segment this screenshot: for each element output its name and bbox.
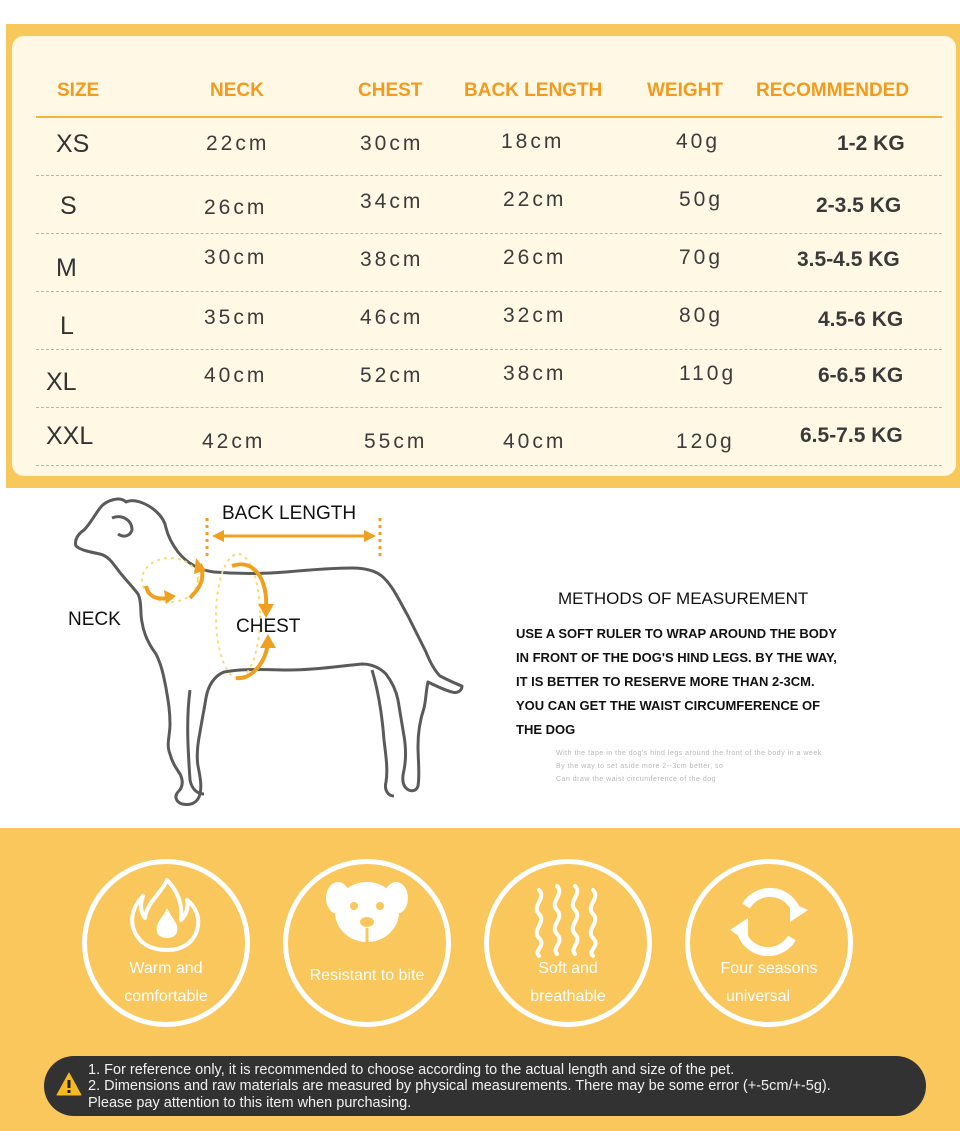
cell-neck: 35cm — [204, 306, 268, 329]
feature-warm — [82, 859, 250, 1027]
cell-chest: 30cm — [360, 132, 424, 155]
size-table-frame — [6, 24, 960, 488]
measurement-method-title: METHODS OF MEASUREMENT — [558, 589, 809, 608]
cell-back-length: 40cm — [503, 430, 567, 453]
measurement-instruction: YOU CAN GET THE WAIST CIRCUMFERENCE OF — [516, 698, 821, 713]
cell-recommended: 6-6.5 KG — [818, 364, 904, 387]
table-row — [12, 176, 956, 234]
cell-recommended: 6.5-7.5 KG — [800, 424, 903, 447]
feature-text: universal — [726, 988, 791, 1005]
cell-chest: 52cm — [360, 364, 424, 387]
cell-chest: 46cm — [360, 306, 424, 329]
cell-size: XXL — [46, 422, 94, 450]
cell-weight: 40g — [676, 130, 721, 153]
feature-four-seasons — [685, 859, 853, 1027]
warning-icon — [56, 1072, 82, 1096]
feature-text: Four seasons — [720, 960, 818, 977]
cell-weight: 50g — [679, 188, 724, 211]
measurement-faint-text: With the tape in the dog's hind legs around the front of the body in a week — [556, 750, 822, 757]
cell-neck: 40cm — [204, 364, 268, 387]
table-row — [12, 350, 956, 408]
neck-label: NECK — [68, 609, 121, 630]
cell-chest: 55cm — [364, 430, 428, 453]
feature-text: Resistant to bite — [309, 967, 425, 984]
feature-text: Warm and — [129, 960, 203, 977]
feature-text: Soft and — [538, 960, 598, 977]
cell-back-length: 22cm — [503, 188, 567, 211]
feature-text: comfortable — [124, 988, 208, 1005]
header-size: SIZE — [57, 80, 100, 101]
cell-recommended: 2-3.5 KG — [816, 194, 902, 217]
cell-size: XS — [56, 130, 90, 158]
header-chest: CHEST — [358, 80, 423, 101]
notice-text: Please pay attention to this item when purchasing. — [88, 1095, 412, 1111]
cell-recommended: 3.5-4.5 KG — [797, 248, 900, 271]
cell-chest: 38cm — [360, 248, 424, 271]
measurement-instruction: USE A SOFT RULER TO WRAP AROUND THE BODY — [516, 626, 837, 641]
header-neck: NECK — [210, 80, 264, 101]
measurement-instruction: IT IS BETTER TO RESERVE MORE THAN 2-3CM. — [516, 674, 815, 689]
cell-neck: 22cm — [206, 132, 270, 155]
cell-recommended: 1-2 KG — [837, 132, 905, 155]
cell-back-length: 32cm — [503, 304, 567, 327]
cell-size: S — [60, 192, 77, 220]
measurement-instruction: IN FRONT OF THE DOG'S HIND LEGS. BY THE WAY, — [516, 650, 837, 665]
header-weight: WEIGHT — [647, 80, 723, 101]
cell-recommended: 4.5-6 KG — [818, 308, 904, 331]
measurement-instruction: THE DOG — [516, 722, 576, 737]
cell-chest: 34cm — [360, 190, 424, 213]
cell-size: L — [60, 312, 74, 340]
measurement-faint-text: Can draw the waist circumference of the dog — [556, 776, 717, 783]
cell-weight: 120g — [676, 430, 735, 453]
feature-breathable — [484, 859, 652, 1027]
cell-neck: 42cm — [202, 430, 266, 453]
feature-text: breathable — [530, 988, 606, 1005]
cell-back-length: 38cm — [503, 362, 567, 385]
back-length-label: BACK LENGTH — [222, 503, 357, 524]
cell-back-length: 26cm — [503, 246, 567, 269]
feature-bite-resistant — [283, 859, 451, 1027]
cell-neck: 26cm — [204, 196, 268, 219]
header-recommended: RECOMMENDED — [756, 80, 910, 101]
table-row — [12, 408, 956, 466]
notice-text: 1. For reference only, it is recommended to choose according to the actual length and size of the pet. — [88, 1062, 735, 1078]
dog-face-icon — [288, 864, 446, 1022]
cell-size: M — [56, 254, 77, 282]
notice-text: 2. Dimensions and raw materials are measured by physical measurements. There may be some error (+-5cm/+-5g). — [88, 1078, 831, 1094]
cell-neck: 30cm — [204, 246, 268, 269]
dog-outline-illustration — [0, 490, 500, 820]
measurement-faint-text: By the way to set aside more 2--3cm better, so — [556, 763, 724, 770]
table-row — [12, 234, 956, 292]
header-back-length: BACK LENGTH — [464, 80, 603, 101]
chest-label: CHEST — [236, 616, 301, 637]
cell-weight: 80g — [679, 304, 724, 327]
cell-size: XL — [46, 368, 77, 396]
table-row — [12, 118, 956, 176]
notice-bar — [44, 1056, 926, 1116]
row-divider — [36, 465, 942, 466]
cell-weight: 110g — [679, 362, 737, 385]
size-table — [12, 36, 956, 476]
cell-weight: 70g — [679, 246, 724, 269]
cell-back-length: 18cm — [501, 130, 565, 153]
table-row — [12, 292, 956, 350]
